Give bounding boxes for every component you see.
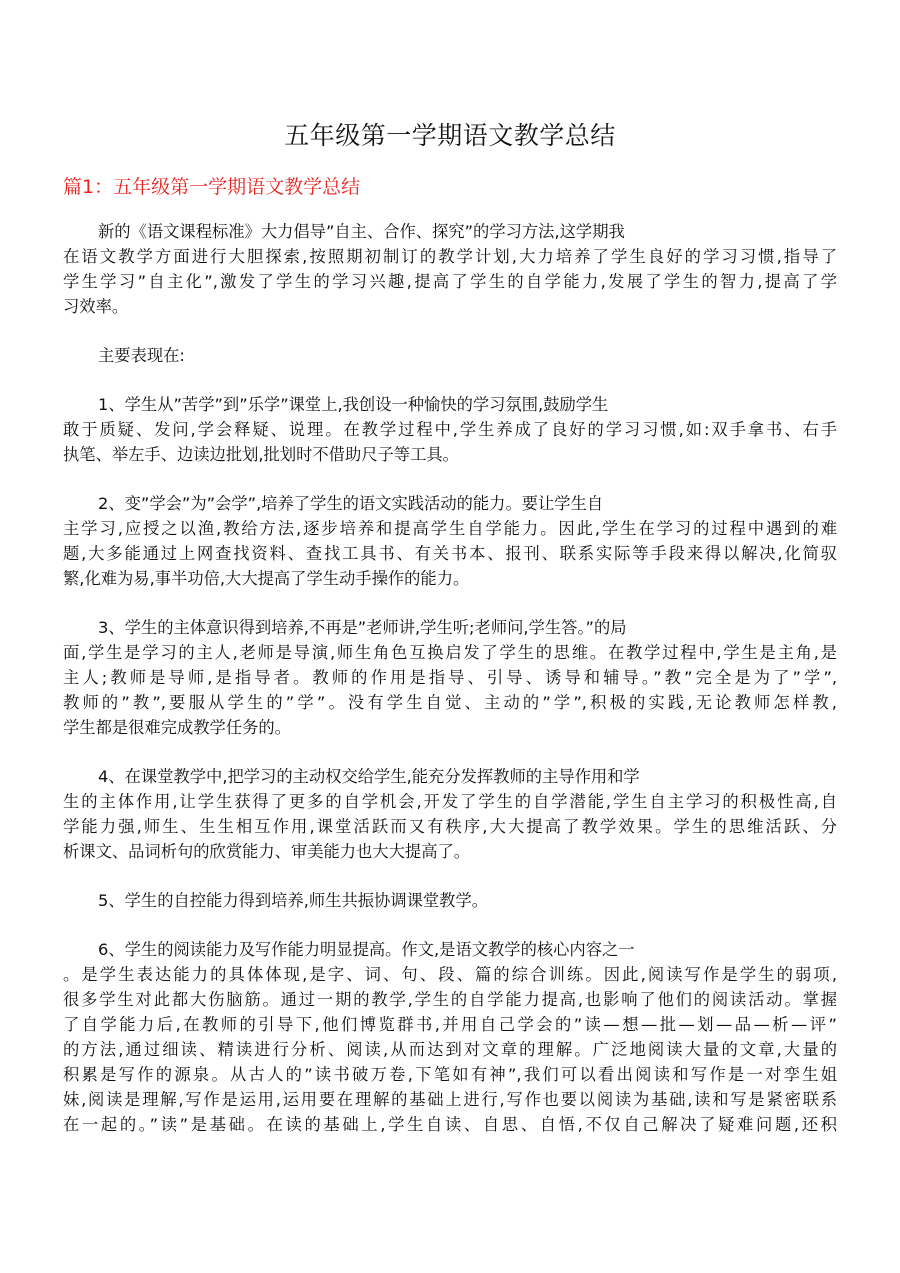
paragraph-line: 在语文教学方面进行大胆探索,按照期初制订的教学计划,大力培养了学生良好的学习习惯,指导了	[63, 247, 837, 266]
paragraph-line: 析课文、品词析句的欣赏能力、审美能力也大大提高了。	[63, 842, 471, 861]
paragraph	[63, 764, 837, 864]
section-heading: 篇1：五年级第一学期语文教学总结	[63, 176, 361, 198]
paragraph-line: 主学习,应授之以渔,教给方法,逐步培养和提高学生自学能力。因此,学生在学习的过程中遇到的难	[63, 519, 837, 538]
paragraph	[63, 219, 837, 319]
paragraph	[63, 888, 837, 913]
paragraph	[63, 937, 837, 1137]
paragraph-line: 学生都是很难完成教学任务的。	[63, 718, 291, 737]
paragraph-line: 执笔、举左手、边读边批划,批划时不借助尺子等工具。	[63, 445, 459, 464]
document-title: 五年级第一学期语文教学总结	[284, 121, 616, 150]
document-body	[63, 219, 837, 1161]
paragraph-line: 4、在课堂教学中,把学习的主动权交给学生,能充分发挥教师的主导作用和学	[98, 767, 640, 786]
paragraph-line: 2、变”学会”为”会学”,培养了学生的语文实践活动的能力。要让学生自	[98, 494, 604, 513]
paragraph-line: 的方法,通过细读、精读进行分析、阅读,从而达到对文章的理解。广泛地阅读大量的文章,大量的	[63, 1040, 837, 1059]
paragraph-line: 学能力强,师生、生生相互作用,课堂活跃而又有秩序,大大提高了教学效果。学生的思维活跃、分	[63, 817, 837, 836]
paragraph-line: 3、学生的主体意识得到培养,不再是”老师讲,学生听;老师问,学生答。”的局	[98, 618, 627, 637]
paragraph-line: 教师的”教”,要服从学生的”学”。没有学生自觉、主动的”学”,积极的实践,无论教师怎样教,	[63, 693, 837, 712]
paragraph-line: 繁,化难为易,事半功倍,大大提高了学生动手操作的能力。	[63, 569, 470, 588]
paragraph-line: 很多学生对此都大伤脑筋。通过一期的教学,学生的自学能力提高,也影响了他们的阅读活动。掌握	[63, 990, 837, 1009]
paragraph-line: 新的《语文课程标准》大力倡导”自主、合作、探究”的学习方法,这学期我	[98, 222, 625, 241]
paragraph-line: 6、学生的阅读能力及写作能力明显提高。作文,是语文教学的核心内容之一	[98, 940, 635, 959]
paragraph-line: 。是学生表达能力的具体体现,是字、词、句、段、篇的综合训练。因此,阅读写作是学生的弱项,	[63, 965, 837, 984]
paragraph-line: 妹,阅读是理解,写作是运用,运用要在理解的基础上进行,写作也要以阅读为基础,读和写是紧密联系	[63, 1090, 837, 1109]
paragraph	[63, 615, 837, 740]
paragraph-line: 敢于质疑、发问,学会释疑、说理。在教学过程中,学生养成了良好的学习习惯,如:双手拿书、右手	[63, 420, 837, 439]
paragraph	[63, 491, 837, 591]
paragraph-line: 主要表现在:	[98, 346, 185, 365]
paragraph-line: 学生学习”自主化”,激发了学生的学习兴趣,提高了学生的自学能力,发展了学生的智力,提高了学	[63, 272, 837, 291]
paragraph-line: 主人;教师是导师,是指导者。教师的作用是指导、引导、诱导和辅导。”教”完全是为了”学”,	[63, 668, 837, 687]
paragraph-line: 了自学能力后,在教师的引导下,他们博览群书,并用自己学会的”读—想—批—划—品—析—评”	[63, 1015, 837, 1034]
paragraph-line: 生的主体作用,让学生获得了更多的自学机会,开发了学生的自学潜能,学生自主学习的积极性高,自	[63, 792, 837, 811]
paragraph-line: 习效率。	[63, 297, 129, 316]
paragraph-line: 面,学生是学习的主人,老师是导演,师生角色互换启发了学生的思维。在教学过程中,学生是主角,是	[63, 643, 837, 662]
paragraph-line: 在一起的。”读”是基础。在读的基础上,学生自读、自思、自悟,不仅自己解决了疑难问题,还积	[63, 1115, 837, 1134]
paragraph-line: 5、学生的自控能力得到培养,师生共振协调课堂教学。	[98, 891, 489, 910]
paragraph-line: 题,大多能通过上网查找资料、查找工具书、有关书本、报刊、联系实际等手段来得以解决,化简驭	[63, 544, 837, 563]
paragraph	[63, 392, 837, 467]
paragraph	[63, 343, 837, 368]
paragraph-line: 积累是写作的源泉。从古人的”读书破万卷,下笔如有神”,我们可以看出阅读和写作是一对孪生姐	[63, 1065, 837, 1084]
paragraph-line: 1、学生从”苦学”到”乐学”课堂上,我创设一种愉快的学习氛围,鼓励学生	[98, 395, 609, 414]
